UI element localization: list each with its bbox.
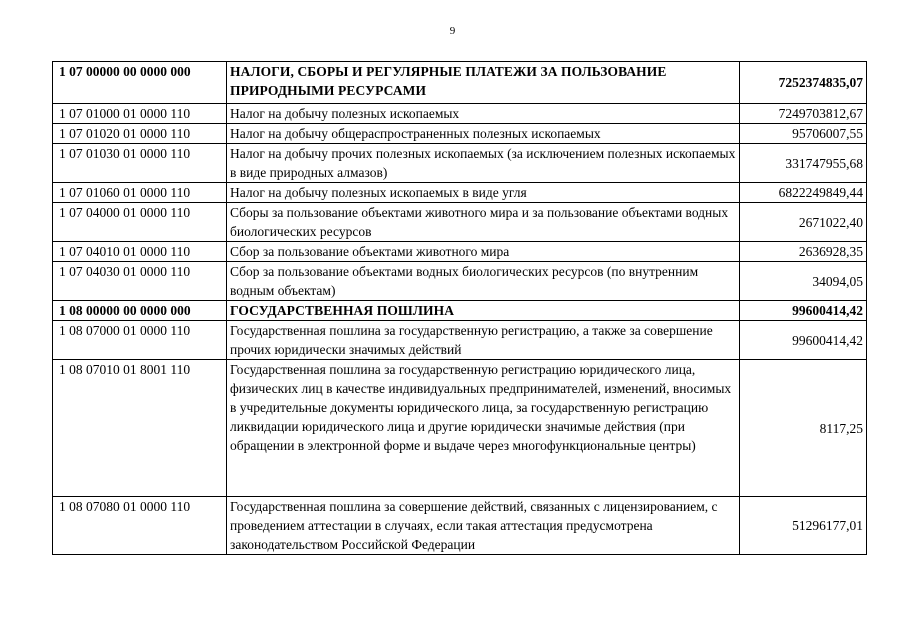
amount-cell: 7252374835,07 (740, 62, 867, 104)
budget-code-cell: 1 07 00000 00 0000 000 (53, 62, 227, 104)
amount-cell: 51296177,01 (740, 497, 867, 555)
amount-cell: 8117,25 (740, 360, 867, 497)
revenue-name-cell: Налог на добычу полезных ископаемых (227, 104, 740, 124)
amount-cell: 99600414,42 (740, 301, 867, 321)
table-row (53, 242, 867, 262)
budget-code-cell: 1 08 07000 01 0000 110 (53, 321, 227, 360)
budget-code-cell: 1 07 01030 01 0000 110 (53, 144, 227, 183)
revenue-name-cell: Государственная пошлина за государственную регистрацию, а также за совершение прочих юридически значимых действий (227, 321, 740, 360)
budget-code-cell: 1 07 01060 01 0000 110 (53, 183, 227, 203)
budget-code-cell: 1 07 04030 01 0000 110 (53, 262, 227, 301)
budget-code-cell: 1 07 04010 01 0000 110 (53, 242, 227, 262)
budget-code-cell: 1 08 00000 00 0000 000 (53, 301, 227, 321)
budget-code-cell: 1 07 04000 01 0000 110 (53, 203, 227, 242)
table-row (53, 183, 867, 203)
revenue-name-cell: Государственная пошлина за государственную регистрацию юридического лица, физических лиц в качестве индивидуальных предпринимателей, изменений, вносимых в учредительные документы юридического лица, за государственную регистрацию ликвидации юридического лица и другие юридически значимые действия (при обращении в электронной форме и выдаче через многофункциональные центры) (227, 360, 740, 497)
budget-revenue-table (52, 61, 867, 555)
table-body (53, 62, 867, 555)
revenue-name-cell: Сборы за пользование объектами животного мира и за пользование объектами водных биологических ресурсов (227, 203, 740, 242)
revenue-name-cell: Сбор за пользование объектами водных биологических ресурсов (по внутренним водным объектам) (227, 262, 740, 301)
revenue-name-cell: ГОСУДАРСТВЕННАЯ ПОШЛИНА (227, 301, 740, 321)
revenue-name-cell: НАЛОГИ, СБОРЫ И РЕГУЛЯРНЫЕ ПЛАТЕЖИ ЗА ПОЛЬЗОВАНИЕ ПРИРОДНЫМИ РЕСУРСАМИ (227, 62, 740, 104)
table-row (53, 262, 867, 301)
table-row (53, 124, 867, 144)
budget-code-cell: 1 07 01020 01 0000 110 (53, 124, 227, 144)
amount-cell: 7249703812,67 (740, 104, 867, 124)
budget-code-cell: 1 07 01000 01 0000 110 (53, 104, 227, 124)
table-row (53, 144, 867, 183)
table-row (53, 203, 867, 242)
table-row (53, 301, 867, 321)
table-row (53, 321, 867, 360)
table-row (53, 62, 867, 104)
table-row (53, 104, 867, 124)
revenue-name-cell: Государственная пошлина за совершение действий, связанных с лицензированием, с проведением аттестации в случаях, если такая аттестация предусмотрена законодательством Российской Федерации (227, 497, 740, 555)
amount-cell: 2671022,40 (740, 203, 867, 242)
revenue-name-cell: Налог на добычу общераспространенных полезных ископаемых (227, 124, 740, 144)
amount-cell: 34094,05 (740, 262, 867, 301)
budget-code-cell: 1 08 07010 01 8001 110 (53, 360, 227, 497)
page-number: 9 (449, 25, 456, 37)
revenue-name-cell: Налог на добычу прочих полезных ископаемых (за исключением полезных ископаемых в виде природных алмазов) (227, 144, 740, 183)
amount-cell: 99600414,42 (740, 321, 867, 360)
budget-code-cell: 1 08 07080 01 0000 110 (53, 497, 227, 555)
amount-cell: 331747955,68 (740, 144, 867, 183)
revenue-name-cell: Налог на добычу полезных ископаемых в виде угля (227, 183, 740, 203)
amount-cell: 6822249849,44 (740, 183, 867, 203)
revenue-name-cell: Сбор за пользование объектами животного мира (227, 242, 740, 262)
amount-cell: 2636928,35 (740, 242, 867, 262)
table-row (53, 497, 867, 555)
table-row (53, 360, 867, 497)
amount-cell: 95706007,55 (740, 124, 867, 144)
